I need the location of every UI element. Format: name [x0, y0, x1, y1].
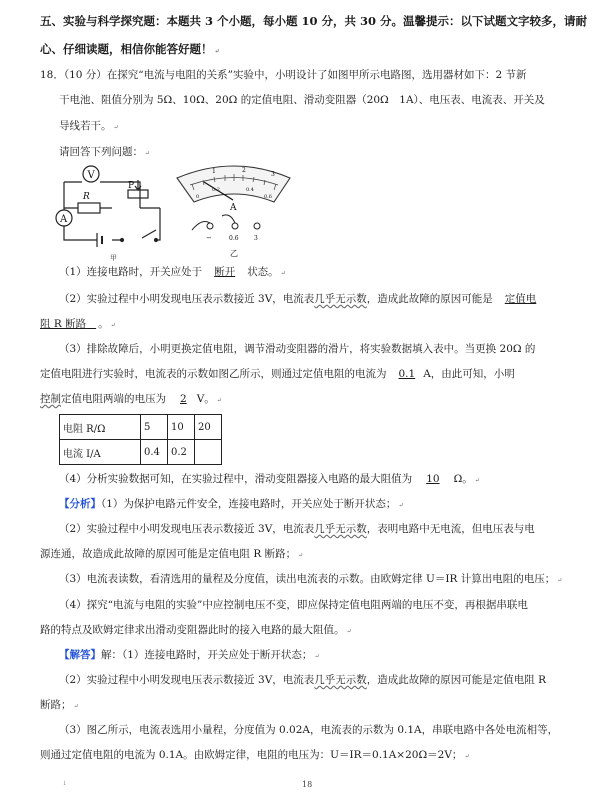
part2-answer-b: 阻 R 断路 [40, 318, 87, 330]
q18-line3-text: 导线若干。 [59, 120, 112, 132]
analysis-l2-post: ，表明电路中无电流，但电压表与电 [366, 523, 535, 535]
part1-pre: （1）连接电路时，开关应处于 [59, 266, 203, 278]
analysis-line1: 【分析】（1）为保护电路元件安全，连接电路时，开关应处于断开状态； ↵ [59, 498, 404, 510]
q18-line1: 18．（10 分）在探究“电流与电阻的关系”实验中，小明设计了如图甲所示电路图，选用器材如下：2 节新 [40, 69, 527, 81]
analysis-l2-wavy: 几乎无示数 [314, 523, 367, 535]
part2-line1 [59, 292, 536, 306]
section-heading-text: 心、仔细读题，相信你能答好题！ [40, 42, 213, 56]
solution-tag: 【解答】 [59, 649, 101, 661]
table-cell: 5 [141, 415, 168, 440]
terminal-06-label: 0.6 [229, 235, 239, 242]
solution-line1: 【解答】解：（1）连接电路时，开关应处于断开状态； ↵ [59, 649, 320, 661]
tick-bottom-04: 0.4 [246, 187, 254, 193]
terminal-minus [207, 223, 213, 229]
solution-line2 [59, 673, 546, 687]
q18-line3: 导线若干。 ↵ [59, 120, 119, 132]
analysis-l3: 源连通，故造成此故障的原因可能是定值电阻 R 断路； [40, 548, 297, 560]
part2-pre: （2）实验过程中小明发现电压表示数接近 3V，电流表 [59, 293, 315, 305]
table-cell: 0.2 [168, 440, 195, 465]
resistor-R [78, 203, 100, 213]
table-cell [195, 440, 222, 465]
part4-post: Ω。 [453, 473, 473, 485]
part3-answer-current: 0.1 [398, 368, 416, 380]
analysis-line4: （3）电流表读数，看清选用的量程及分度值，读出电流表的示数。由欧姆定律 U＝IR 计算出电阻的电压； ↵ [59, 573, 563, 585]
part3-line1: （3）排除故障后，小明更换定值电阻，调节滑动变阻器的滑片，将实验数据填入表中。当更换 20Ω 的 [59, 343, 536, 355]
part3-line2 [40, 367, 515, 381]
part2-wavy: 几乎无示数 [314, 293, 367, 305]
analysis-tag: 【分析】 [59, 498, 101, 510]
label-P: P [128, 181, 135, 191]
tick-bottom-02: 0.2 [212, 187, 220, 193]
solution-l5: 则通过定值电阻的电流为 0.1A。由欧姆定律，电阻的电压为：U＝IR＝0.1A×20Ω＝2V； [40, 749, 463, 761]
part3-line3-post: V。 [196, 393, 215, 405]
table-row [60, 415, 222, 440]
part3-line3: 控制定值电阻两端的电压为 2 V。 ↵ [40, 393, 222, 405]
part2-answer-a: 定值电 [504, 293, 537, 305]
analysis-l2-pre: （2）实验过程中小明发现电压表示数接近 3V，电流表 [59, 523, 315, 535]
q18-line2: 干电池、阻值分别为 5Ω、10Ω、20Ω 的定值电阻、滑动变阻器（20Ω 1A）、电压表、电流表、开关及 [59, 94, 545, 106]
section-heading-line2: 心、仔细读题，相信你能答好题！ ↵ [40, 42, 220, 56]
part4-line: （4）分析实验数据可知，在实验过程中，滑动变阻器接入电路的最大阻值为 10 Ω。 ↵ [59, 473, 480, 485]
rheostat [128, 190, 148, 198]
part2-mid: ，造成此故障的原因可能是 [366, 293, 493, 305]
label-V: V [87, 170, 95, 181]
part3-line2-post: A，由此可知，小明 [423, 368, 515, 380]
data-table [59, 414, 222, 465]
solution-line5: 则通过定值电阻的电流为 0.1A。由欧姆定律，电阻的电压为：U＝IR＝0.1A×20Ω＝2V； ↵ [40, 749, 470, 761]
terminal-3 [254, 223, 260, 229]
q18-prompt-text: 请回答下列问题： [59, 146, 143, 158]
solution-line4: （3）图乙所示，电流表选用小量程，分度值为 0.02A，电流表的示数为 0.1A，串联电路中各处电流相等， [59, 724, 559, 736]
table-cell: 20 [195, 415, 222, 440]
part3-line3-pre: 定值电阻两端的电压为 [61, 393, 166, 405]
analysis-l1: （1）为保护电路元件安全，连接电路时，开关应处于断开状态； [101, 498, 397, 510]
tick-top-1: 1 [212, 168, 216, 175]
page-number: 18 [302, 780, 313, 789]
table-head-resistance: 电阻 R/Ω [60, 415, 141, 440]
caption-yi: 乙 [230, 249, 238, 258]
caption-jia: 甲 [110, 254, 117, 262]
ammeter-yi [177, 166, 290, 258]
tick-bottom-0: 0 [196, 194, 200, 200]
section-heading-line1: 五、实验与科学探究题：本题共 3 个小题，每小题 10 分，共 30 分。温馨提示：以下试题文字较多，请耐 [40, 14, 588, 28]
analysis-line3: 源连通，故造成此故障的原因可能是定值电阻 R 断路； ↵ [40, 548, 304, 560]
terminal-minus-label: − [206, 234, 212, 242]
solution-l1: 解：（1）连接电路时，开关应处于断开状态； [101, 649, 313, 661]
part1-line: （1）连接电路时，开关应处于 断开 状态。 ↵ [59, 266, 286, 278]
tick-top-2: 2 [242, 167, 246, 174]
analysis-line5: （4）探究“电流与电阻的实验”中应控制电压不变，即应保持定值电阻两端的电压不变，再根据串联电 [59, 599, 528, 611]
circuit-figure [52, 160, 292, 265]
terminal-3-label: 3 [254, 235, 258, 242]
tick-top-3: 3 [271, 171, 275, 178]
label-R: R [83, 192, 90, 202]
table-head-current: 电流 I/A [60, 440, 141, 465]
stray-mark: ↓ [62, 780, 68, 787]
circuit-diagram-jia [56, 166, 160, 247]
analysis-line2 [59, 522, 535, 536]
label-A: A [60, 214, 68, 225]
analysis-line6: 路的特点及欧姆定律求出滑动变阻器此时的接入电路的最大阻值。 ↵ [40, 624, 352, 636]
part1-answer: 断开 [214, 266, 236, 278]
solution-line3: 断路； ↵ [40, 699, 79, 711]
ammeter-unit: A [230, 203, 237, 213]
part2-line2: 阻 R 断路 。 ↵ [40, 318, 116, 330]
part3-line2-pre: 定值电阻进行实验时，电流表的示数如图乙所示，则通过定值电阻的电流为 [40, 368, 387, 380]
analysis-l4: （3）电流表读数，看清选用的量程及分度值，读出电流表的示数。由欧姆定律 U＝IR 计算出电阻的电压； [59, 573, 556, 585]
solution-l2-post: ，造成此故障的原因可能是定值电阻 R [366, 674, 547, 686]
table-cell: 10 [168, 415, 195, 440]
table-row [60, 440, 222, 465]
terminal-06 [232, 223, 238, 229]
table-cell: 0.4 [141, 440, 168, 465]
part4-pre: （4）分析实验数据可知，在实验过程中，滑动变阻器接入电路的最大阻值为 [59, 473, 413, 485]
q18-prompt: 请回答下列问题： ↵ [59, 146, 151, 158]
part3-answer-voltage: 2 [180, 393, 187, 405]
solution-l2-pre: （2）实验过程中小明发现电压表示数接近 3V，电流表 [59, 674, 315, 686]
part3-line3-wavy: 控制 [40, 393, 61, 405]
analysis-l6: 路的特点及欧姆定律求出滑动变阻器此时的接入电路的最大阻值。 [40, 624, 345, 636]
solution-l3: 断路； [40, 699, 72, 711]
solution-l2-wavy: 几乎无示数 [314, 674, 367, 686]
tick-bottom-06: 0.6 [264, 194, 272, 200]
part4-answer: 10 [426, 473, 440, 485]
part1-post: 状态。 [247, 266, 279, 278]
